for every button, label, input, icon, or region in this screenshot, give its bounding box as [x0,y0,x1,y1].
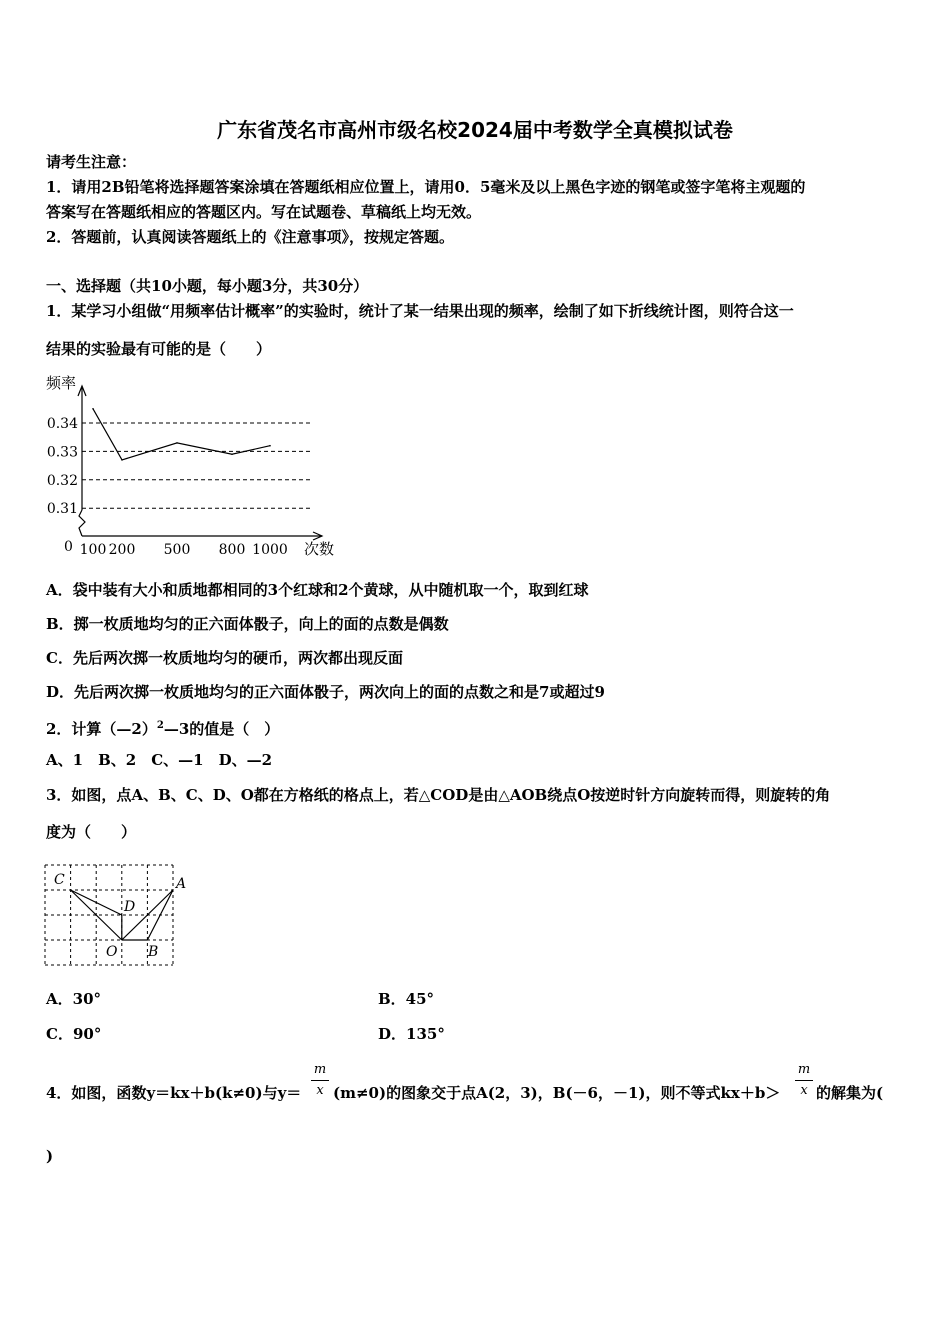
section-heading: 一、选择题（共10小题，每小题3分，共30分） [46,277,369,295]
q1-stem-a: 1．某学习小组做“用频率估计概率”的实验时，统计了某一结果出现的频率，绘制了如下折线统计图，则符合这一 [46,302,794,320]
label-a: A [176,876,187,892]
segment-ab [147,890,173,940]
y-tick-label: 0.34 [46,416,78,432]
q2-exponent: 2 [156,720,164,731]
notice-line-1b: 答案写在答题纸相应的答题区内。写在试题卷、草稿纸上均无效。 [46,203,482,221]
y-tick-label: 0.31 [46,501,78,518]
q4-stem-part2: (m≠0)的图象交于点A(2，3)，B(－6，－1)，则不等式kx＋b＞ [333,1084,781,1102]
data-point [269,445,271,447]
fraction-numerator: m [797,1062,811,1077]
q2-stem-post: —3的值是（ ） [163,720,280,738]
segment-cd [71,890,122,915]
fraction-numerator: m [313,1062,327,1077]
data-point [121,459,123,461]
q3-option-d: D．135° [378,1025,445,1043]
label-b: B [148,944,159,960]
q4-stem-part1: 4．如图，函数y＝kx＋b(k≠0)与y＝ [46,1084,302,1102]
x-tick-label: 800 [218,542,246,558]
q3-option-b: B．45° [378,990,435,1008]
q4-stem-part3: 的解集为( [816,1084,884,1102]
q3-stem-b: 度为（ ） [46,823,137,841]
page-title: 广东省茂名市高州市级名校2024届中考数学全真模拟试卷 [217,118,733,142]
frequency-line-chart [40,370,350,570]
fraction-denominator: x [316,1083,324,1098]
q1-option-d: D．先后两次掷一枚质地均匀的正六面体骰子，两次向上的面的点数之和是7或超过9 [46,683,605,701]
x-tick-label: 200 [108,542,136,558]
q3-option-c: C．90° [46,1025,102,1043]
q2-stem-pre: 2．计算（—2） [46,720,157,738]
y-axis-label: 频率 [46,374,77,392]
y-tick-label: 0.32 [46,472,78,489]
x-tick-label: 100 [79,542,107,558]
grid-rotation-figure [40,860,200,972]
frequency-series-line [93,409,270,460]
q3-stem-a: 3．如图，点A、B、C、D、O都在方格纸的格点上，若△COD是由△AOB绕点O按逆时针方向旋转而得，则旋转的角 [46,786,831,804]
q2-stem [46,716,279,739]
notice-line-2: 2．答题前，认真阅读答题纸上的《注意事项》，按规定答题。 [46,228,454,246]
q3-option-a: A．30° [46,990,102,1008]
q4-fraction-2 [795,1062,813,1099]
notice-line-1a: 1．请用2B铅笔将选择题答案涂填在答题纸相应位置上，请用0．5毫米及以上黑色字迹的钢笔或签字笔将主观题的 [46,178,806,196]
q1-option-c: C．先后两次掷一枚质地均匀的硬币，两次都出现反面 [46,649,403,667]
data-point [92,408,94,410]
x-tick-label: 1000 [252,542,288,558]
q1-option-b: B．掷一枚质地均匀的正六面体骰子，向上的面的点数是偶数 [46,615,449,633]
notice-heading: 请考生注意： [46,153,137,171]
q1-option-a: A．袋中装有大小和质地都相同的3个红球和2个黄球，从中随机取一个，取到红球 [46,581,589,599]
x-tick-label: 500 [163,542,191,558]
q1-stem-b: 结果的实验最有可能的是（ ） [46,340,272,358]
fraction-denominator: x [800,1083,808,1098]
data-point [231,453,233,455]
q4-closing: ) [46,1147,54,1165]
label-c: C [54,872,65,888]
q4-fraction-1 [311,1062,329,1099]
y-axis-break [79,510,85,536]
q2-options: A、1 B、2 C、—1 D、—2 [46,751,273,769]
y-tick-label: 0.33 [46,444,78,461]
x-axis-label: 次数 [304,540,335,558]
origin-label: 0 [64,539,73,555]
label-o: O [106,944,118,960]
label-d: D [124,899,136,915]
data-point [176,442,178,444]
